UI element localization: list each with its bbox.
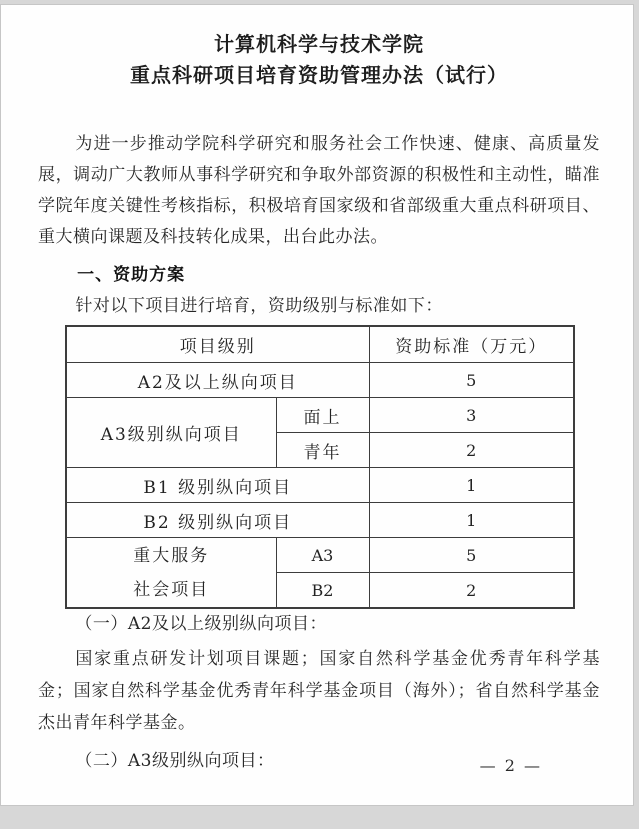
cell-major-service-line-1: 重大服务 — [133, 545, 210, 566]
table-row-b1 — [66, 468, 574, 503]
table-row-a2 — [66, 363, 574, 398]
cell-major-sub-a3: A3 — [276, 538, 369, 573]
cell-b1-label: B1 级别纵向项目 — [66, 468, 369, 503]
section-1-heading: 一、资助方案 — [77, 265, 186, 285]
intro-paragraph: 为进一步推动学院科学研究和服务社会工作快速、健康、高质量发展，调动广大教师从事科学研究和争取外部资源的积极性和主动性，瞄准学院年度关键性考核指标，积极培育国家级和省部级重大重点科研项目、重大横向课题及科技转化成果，出台此办法。 — [38, 134, 600, 247]
table-row-b2 — [66, 503, 574, 538]
cell-a2-label: A2及以上纵向项目 — [66, 363, 369, 398]
cell-b2-value: 1 — [369, 503, 574, 538]
cell-a3-sub-general: 面上 — [276, 398, 369, 433]
item-1-heading: （一）A2及以上级别纵向项目： — [75, 614, 327, 634]
item-1-body: 国家重点研发计划项目课题；国家自然科学基金优秀青年科学基金；国家自然科学基金优秀青年科学基金项目（海外）；省自然科学基金杰出青年科学基金。 — [38, 649, 600, 733]
cell-major-sub-b2: B2 — [276, 573, 369, 609]
cell-major-b2-value: 2 — [369, 573, 574, 609]
page-content — [1, 29, 633, 829]
header-project-level: 项目级别 — [66, 326, 369, 363]
cell-a3-youth-value: 2 — [369, 433, 574, 468]
section-1-intro: 针对以下项目进行培育，资助级别与标准如下： — [75, 296, 443, 316]
document-page — [0, 4, 634, 806]
cell-major-service-line-2: 社会项目 — [133, 579, 210, 600]
doc-title-line-2: 重点科研项目培育资助管理办法（试行） — [130, 63, 508, 87]
item-2-heading: （二）A3级别纵向项目： — [75, 751, 275, 771]
cell-b1-value: 1 — [369, 468, 574, 503]
table-header-row — [66, 326, 574, 363]
doc-title-line-1: 计算机科学与技术学院 — [214, 32, 424, 56]
cell-a2-value: 5 — [369, 363, 574, 398]
funding-table — [65, 325, 575, 609]
page-number: — 2 — — [479, 756, 542, 775]
cell-a3-sub-youth: 青年 — [276, 433, 369, 468]
cell-major-service-label — [66, 538, 276, 609]
table-row-major-a3 — [66, 538, 574, 573]
doc-title — [38, 29, 600, 91]
table-row-a3-general — [66, 398, 574, 433]
cell-major-a3-value: 5 — [369, 538, 574, 573]
cell-b2-label: B2 级别纵向项目 — [66, 503, 369, 538]
header-funding-standard: 资助标准（万元） — [369, 326, 574, 363]
cell-a3-label: A3级别纵向项目 — [66, 398, 276, 468]
cell-a3-general-value: 3 — [369, 398, 574, 433]
